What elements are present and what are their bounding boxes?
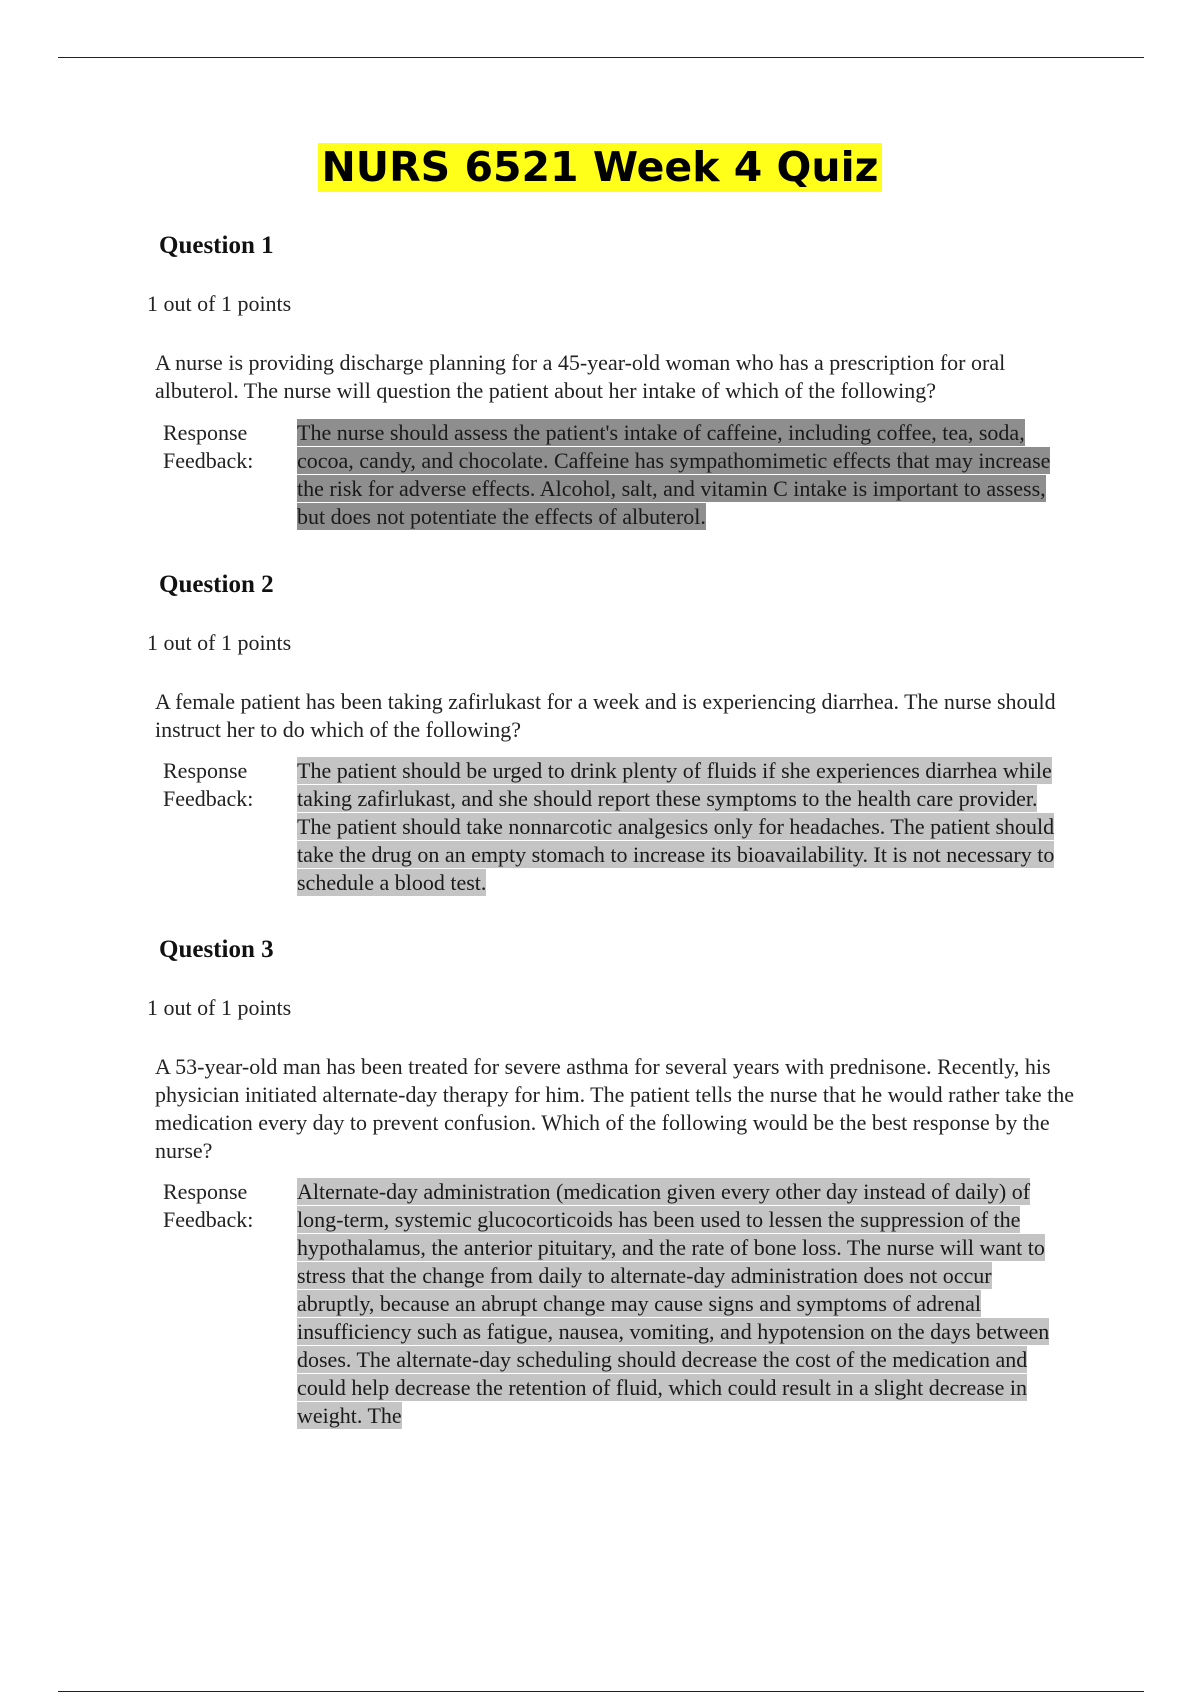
feedback-label-line1: Response — [163, 1179, 248, 1204]
response-feedback-label — [163, 1178, 283, 1234]
question-text: A 53-year-old man has been treated for severe asthma for several years with prednisone. Recently, his physician initiated alternate-day therapy for him. The patient tells the nurse that he would rather take the medication every day to prevent confusion. Which of the following would be the best response by the nurse? — [155, 1054, 1074, 1163]
question-text: A female patient has been taking zafirlukast for a week and is experiencing diarrhea. The nurse should instruct her to do which of the following? — [155, 689, 1056, 742]
feedback-text: Alternate-day administration (medication given every other day instead of daily) of long-term, systemic glucocorticoids has been used to lessen the suppression of the hypothalamus, the anterior pituitary, and the rate of bone loss. The nurse will want to stress that the change from daily to alternate-day administration does not occur abruptly, because an abrupt change may cause signs and symptoms of adrenal insufficiency such as fatigue, nausea, vomiting, and hypotension on the days between doses. The alternate-day scheduling should decrease the cost of the medication and could help decrease the retention of fluid, which could result in a slight decrease in weight. The — [297, 1179, 1050, 1428]
feedback-text: The patient should be urged to drink plenty of fluids if she experiences diarrhea while taking zafirlukast, and she should report these symptoms to the health care provider. The patient should take nonnarcotic analgesics only for headaches. The patient should take the drug on an empty stomach to increase its bioavailability. It is not necessary to schedule a blood test. — [297, 758, 1055, 895]
question-points: 1 out of 1 points — [147, 291, 292, 316]
response-feedback — [297, 1178, 1072, 1430]
question-heading: Question 3 — [159, 936, 274, 963]
question-points: 1 out of 1 points — [147, 995, 292, 1020]
question-points: 1 out of 1 points — [147, 630, 292, 655]
response-feedback-label — [163, 757, 283, 813]
bottom-rule — [58, 1691, 1144, 1692]
feedback-label-line2: Feedback: — [163, 448, 254, 473]
question-heading: Question 2 — [159, 571, 274, 598]
feedback-label-line1: Response — [163, 420, 248, 445]
feedback-label-line2: Feedback: — [163, 786, 254, 811]
page-title: NURS 6521 Week 4 Quiz — [318, 143, 881, 192]
top-rule — [58, 57, 1144, 58]
response-feedback — [297, 757, 1072, 897]
feedback-text: The nurse should assess the patient's intake of caffeine, including coffee, tea, soda, cocoa, candy, and chocolate. Caffeine has sympathomimetic effects that may increase the risk for adverse effects. Alcohol, salt, and vitamin C intake is important to assess, but does not potentiate the effects of albuterol. — [297, 420, 1051, 529]
response-feedback — [297, 419, 1072, 531]
feedback-label-line2: Feedback: — [163, 1207, 254, 1232]
response-feedback-label — [163, 419, 283, 475]
feedback-label-line1: Response — [163, 758, 248, 783]
question-text: A nurse is providing discharge planning for a 45-year-old woman who has a prescription for oral albuterol. The nurse will question the patient about her intake of which of the following? — [155, 350, 1006, 403]
question-heading: Question 1 — [159, 232, 274, 259]
title-container — [0, 143, 1200, 192]
